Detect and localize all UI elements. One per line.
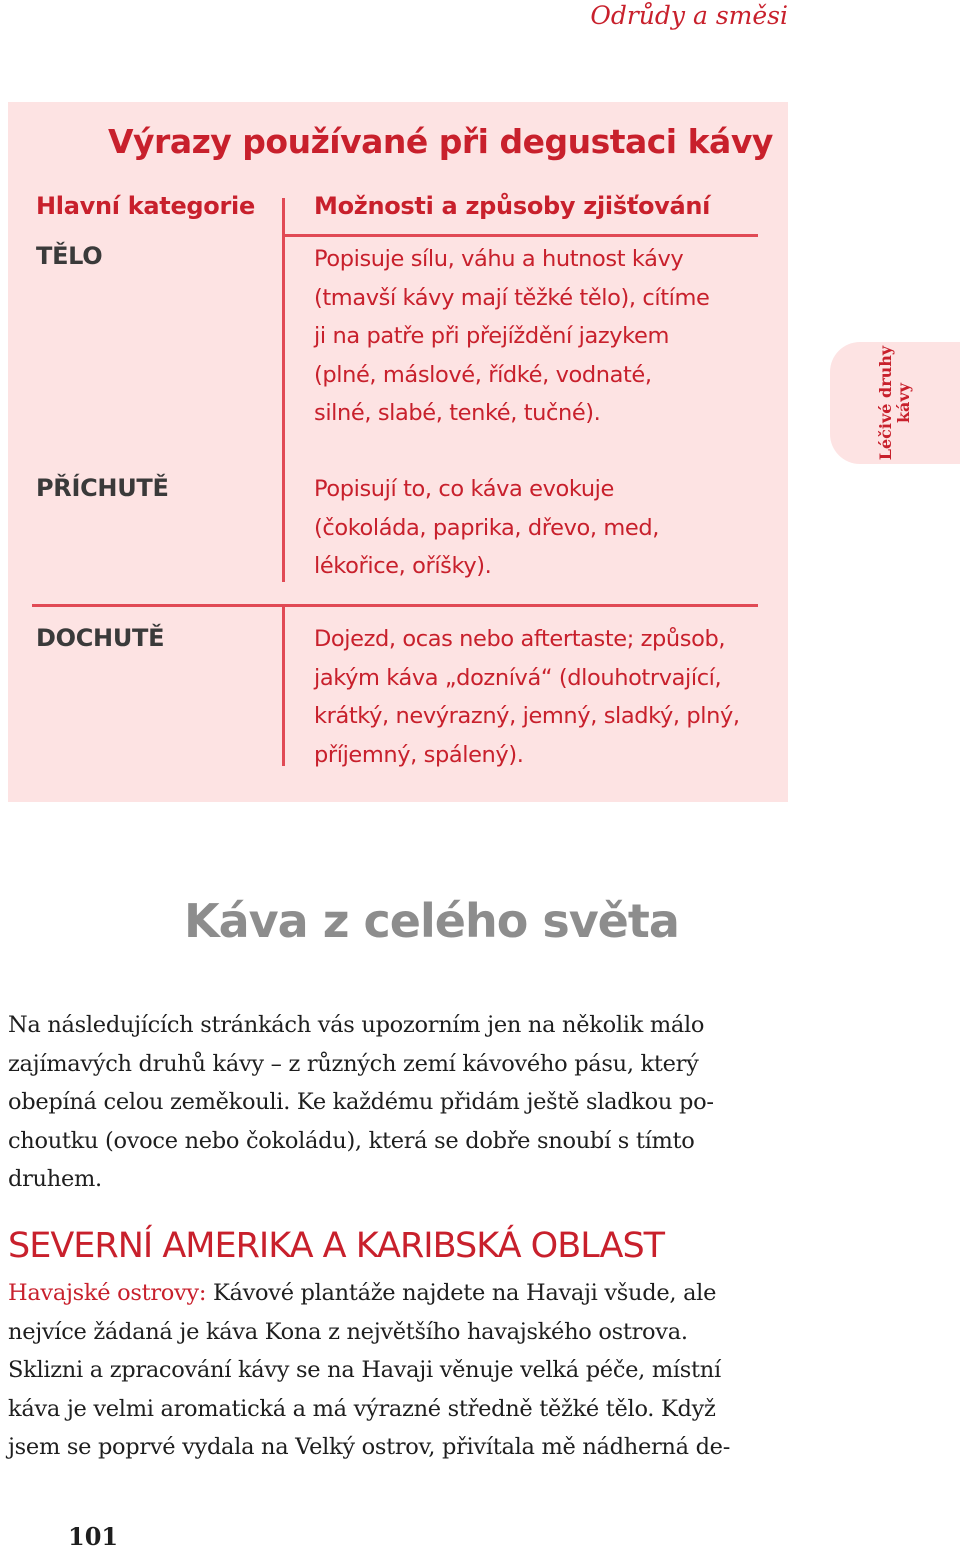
text-line: Na následujících stránkách vás upozorním jen na několik málo [8, 1012, 705, 1038]
text-line: Sklizni a zpracování kávy se na Havaji věnuje velká péče, místní [8, 1357, 721, 1383]
panel-title: Výrazy používané při degustaci kávy [108, 122, 773, 161]
category-telo: TĚLO [36, 242, 103, 270]
text-line [8, 1274, 788, 1313]
running-head: Odrůdy a směsi [590, 1, 788, 30]
text-line: obepíná celou zeměkouli. Ke každému přidám ještě sladkou po- [8, 1089, 714, 1115]
text-line: nejvíce žádaná je káva Kona z největšího havajského ostrova. [8, 1318, 688, 1345]
desc-line: silné, slabé, tenké, tučné). [314, 400, 601, 426]
column-header-description: Možnosti a způsoby zjišťování [314, 192, 711, 220]
column-divider [282, 604, 285, 766]
side-tab-label [877, 346, 913, 460]
desc-line: Dojezd, ocas nebo aftertaste; způsob, [314, 626, 726, 652]
side-tab-line-2: kávy [894, 382, 913, 424]
region-heading: SEVERNÍ AMERIKA A KARIBSKÁ OBLAST [8, 1226, 665, 1266]
desc-line: lékořice, oříšky). [314, 553, 492, 579]
description-telo [314, 240, 774, 433]
text-line: druhem. [8, 1166, 102, 1192]
text-line: jsem se poprvé vydala na Velký ostrov, přivítala mě nádherná de- [8, 1434, 730, 1460]
desc-line: (čokoláda, paprika, dřevo, med, [314, 514, 659, 541]
page-number: 101 [68, 1522, 119, 1551]
desc-line: Popisují to, co káva evokuje [314, 476, 614, 502]
side-tab [830, 342, 960, 464]
text-line: choutku (ovoce nebo čokoládu), která se dobře snoubí s tímto [8, 1127, 695, 1154]
desc-line: (tmavší kávy mají těžké tělo), cítíme [314, 284, 710, 311]
desc-line: ji na patře při přejíždění jazykem [314, 323, 669, 349]
tasting-terms-panel [8, 102, 788, 802]
intro-paragraph [8, 1006, 788, 1199]
run-in-label: Havajské ostrovy: [8, 1280, 207, 1306]
row-rule [32, 604, 758, 607]
header-rule [282, 234, 758, 237]
column-divider [282, 448, 285, 582]
hawaii-paragraph [8, 1274, 788, 1467]
category-prichute: PŘÍCHUTĚ [36, 474, 169, 502]
section-title: Káva z celého světa [184, 894, 679, 948]
desc-line: (plné, máslové, řídké, vodnaté, [314, 361, 652, 388]
category-dochute: DOCHUTĚ [36, 624, 165, 652]
text-line: zajímavých druhů kávy – z různých zemí kávového pásu, který [8, 1050, 699, 1077]
side-tab-line-1: Léčivé druhy [876, 345, 895, 461]
desc-line: jakým káva „doznívá“ (dlouhotrvající, [314, 664, 722, 691]
desc-line: krátký, nevýrazný, jemný, sladký, plný, [314, 703, 740, 729]
desc-line: Popisuje sílu, váhu a hutnost kávy [314, 246, 684, 272]
description-prichute [314, 470, 774, 586]
text-fragment: Kávové plantáže najdete na Havaji všude, ale [213, 1280, 717, 1306]
description-dochute [314, 620, 774, 774]
column-header-category: Hlavní kategorie [36, 192, 255, 220]
text-line: káva je velmi aromatická a má výrazné středně těžké tělo. Když [8, 1395, 716, 1422]
desc-line: příjemný, spálený). [314, 741, 524, 768]
